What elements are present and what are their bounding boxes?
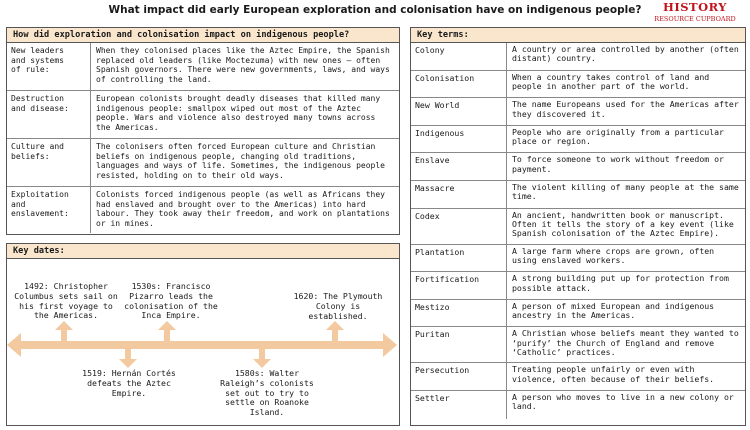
impact-row-disease (7, 91, 399, 139)
term-definition: A person who moves to live in a new colony or land. (512, 391, 734, 412)
timeline-bar (21, 341, 383, 349)
term-definition: A large farm where crops are grown, often using enslaved workers. (512, 245, 715, 265)
history-resource-cupboard-logo (646, 2, 744, 22)
timeline-diagram (7, 244, 399, 425)
term-name: Indigenous (411, 126, 507, 153)
term-row (411, 209, 745, 245)
date-1580s: 1580s: Walter Raleigh’s colonists set out to try to settle on Roanoke Island. (220, 368, 314, 418)
term-name: Fortification (411, 272, 507, 299)
term-row (411, 43, 745, 71)
term-row (411, 245, 745, 273)
timeline-arrow-left (7, 333, 21, 357)
impact-text: The colonisers often forced European culture and Christian beliefs on indigenous people, changing old traditions, languages and ways of life. Sometimes, the indigenous people resisted, holding on to their old ways. (96, 142, 385, 180)
impact-label: Exploitation and enslavement: (7, 187, 91, 233)
impact-label: Culture and beliefs: (7, 139, 91, 186)
page-title: What impact did early European exploration and colonisation have on indigenous people? (108, 4, 642, 16)
term-row (411, 98, 745, 126)
timeline-pointer-1620 (326, 321, 344, 341)
term-definition: The name Europeans used for the Americas after they discovered it. (512, 99, 739, 119)
key-dates-heading: Key dates: (7, 244, 399, 259)
term-definition: An ancient, handwritten book or manuscript. Often it tells the story of a key event (like Spanish colonisation of the Aztec Empire). (512, 209, 734, 239)
impact-row-exploitation (7, 187, 399, 233)
key-terms-panel (410, 27, 746, 426)
term-definition: The violent killing of many people at the same time. (512, 181, 739, 202)
term-name: Settler (411, 391, 507, 419)
term-definition: A Christian whose beliefs meant they wanted to ‘purify’ the Church of England and remove ‘Catholic’ practices. (512, 328, 739, 358)
term-name: Plantation (411, 245, 507, 272)
term-definition: Treating people unfairly or even with violence, often because of their beliefs. (512, 364, 715, 384)
impact-text: European colonists brought deadly diseases that killed many indigenous people: smallpox wiped out most of the Aztec people. Wars and violence also destroyed many towns across the Americas. (96, 94, 381, 132)
term-row (411, 272, 745, 300)
term-row (411, 181, 745, 209)
term-definition: To force someone to work without freedom or payment. (512, 154, 724, 174)
date-1492: 1492: Christopher Columbus sets sail on his first voyage to the Americas. (14, 281, 118, 321)
logo-line-2: RESOURCE CUPBOARD (654, 14, 736, 23)
timeline-pointer-1580s (253, 349, 271, 368)
impact-text: When they colonised places like the Aztec Empire, the Spanish replaced old leaders (like Moctezuma) with new ones – often Spanish governors. There were new governments, laws, and ways of controlling the land. (96, 46, 390, 84)
term-row (411, 71, 745, 99)
term-name: Persecution (411, 363, 507, 390)
impact-text: Colonists forced indigenous people (as well as Africans they had enslaved and brought over to the Americas) into hard labour. They took away their freedom, and work on plantations or in mines. (96, 190, 390, 228)
term-name: Mestizo (411, 300, 507, 327)
date-1620: 1620: The Plymouth Colony is established. (293, 291, 383, 321)
term-row (411, 391, 745, 419)
timeline-pointer-1519 (119, 349, 137, 368)
date-1530s: 1530s: Francisco Pizarro leads the colonisation of the Inca Empire. (124, 281, 218, 321)
key-dates-panel (6, 243, 400, 426)
timeline-pointer-1530s (158, 321, 176, 341)
term-name: Puritan (411, 327, 507, 362)
term-name: Enslave (411, 153, 507, 180)
term-name: Codex (411, 209, 507, 244)
term-definition: A country or area controlled by another (often distant) country. (512, 44, 739, 64)
term-row (411, 300, 745, 328)
impact-heading: How did exploration and colonisation impact on indigenous people? (7, 28, 399, 43)
term-definition: When a country takes control of land and people in another part of the world. (512, 71, 710, 91)
impact-row-culture (7, 139, 399, 187)
impact-panel (6, 27, 400, 235)
term-name: Colonisation (411, 71, 507, 98)
term-row (411, 126, 745, 154)
timeline-pointer-1492 (55, 321, 73, 341)
term-name: Colony (411, 43, 507, 70)
term-definition: A person of mixed European and indigenous ancestry in the Americas. (512, 300, 715, 321)
term-name: New World (411, 98, 507, 125)
impact-row-leaders (7, 43, 399, 91)
term-definition: People who are originally from a particular place or region. (512, 126, 724, 147)
impact-label: New leaders and systems of rule: (7, 43, 91, 90)
term-row (411, 153, 745, 181)
timeline-arrow-right (383, 333, 397, 357)
term-row (411, 327, 745, 363)
term-name: Massacre (411, 181, 507, 208)
impact-label: Destruction and disease: (7, 91, 91, 138)
logo-line-1: HISTORY (662, 0, 728, 14)
term-row (411, 363, 745, 391)
term-definition: A strong building put up for protection from possible attack. (512, 273, 729, 293)
date-1519: 1519: Hernán Cortés defeats the Aztec Empire. (82, 368, 176, 398)
key-terms-heading: Key terms: (411, 28, 745, 43)
